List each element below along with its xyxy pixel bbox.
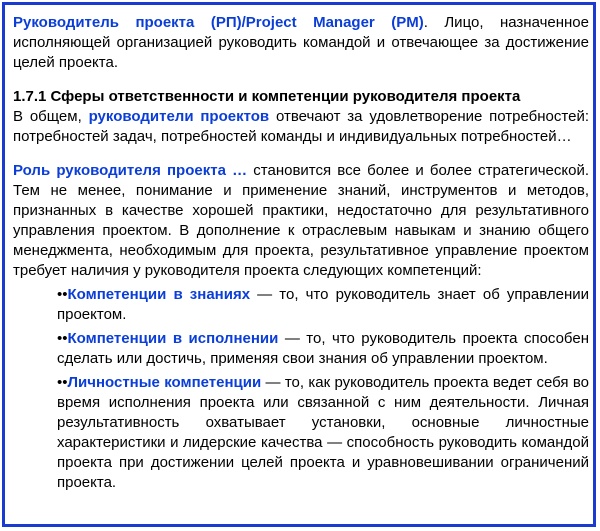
competency-term: Компетенции в знаниях [67, 286, 251, 303]
competency-text: — то, что руководитель проекта способен сделать или достичь, применяя свои знания об управлении проектом. [57, 330, 589, 367]
section-lead: В общем, [13, 108, 89, 125]
slide-content [13, 13, 589, 493]
competency-term: Компетенции в исполнении [67, 330, 279, 347]
competency-item-performance [57, 329, 589, 369]
competency-text: — то, как руководитель проекта ведет себя во время исполнения проекта или связанной с ним деятельности. Личная результативность охватывает установки, основные личностные характеристики и лидерские качества — способность руководить командой проекта при достижении целей проекта и уравновешивании ограничений проекта. [57, 374, 589, 491]
role-text: становится все более и более стратегической. Тем не менее, понимание и применение знаний, инструментов и методов, признанных в качестве хорошей практики, недостаточно для результативного управления проектом. В дополнение к отраслевым навыкам и знанию общего менеджмента, необходимым для проекта, результативное управление проектом требует наличия у руководителя проекта следующих компетенций: [13, 162, 589, 279]
intro-paragraph [13, 13, 589, 73]
intro-text: . Лицо, назначенное исполняющей организацией руководить командой и отвечающее за достижение целей проекта. [13, 14, 589, 71]
competency-text: — то, что руководитель знает об управлении проектом. [57, 286, 589, 323]
role-paragraph [13, 161, 589, 281]
competency-item-personal [57, 373, 589, 493]
bullet-marker: •• [57, 286, 68, 303]
intro-term: Руководитель проекта (РП)/Project Manager (PM) [13, 14, 424, 31]
competency-item-knowledge [57, 285, 589, 325]
section-text: отвечают за удовлетворение потребностей: потребностей задач, потребностей команды и индивидуальных потребностей… [13, 108, 589, 145]
bullet-marker: •• [57, 330, 68, 347]
role-term: Роль руководителя проекта … [13, 162, 248, 179]
slide-frame [2, 2, 596, 527]
bullet-marker: •• [57, 374, 68, 391]
section-heading: 1.7.1 Сферы ответственности и компетенции руководителя проекта [13, 88, 521, 105]
section-paragraph [13, 107, 589, 147]
competency-list [13, 285, 589, 493]
competency-term: Личностные компетенции [67, 374, 262, 391]
section-term: руководители проектов [88, 108, 270, 125]
section-1-7-1 [13, 87, 589, 147]
